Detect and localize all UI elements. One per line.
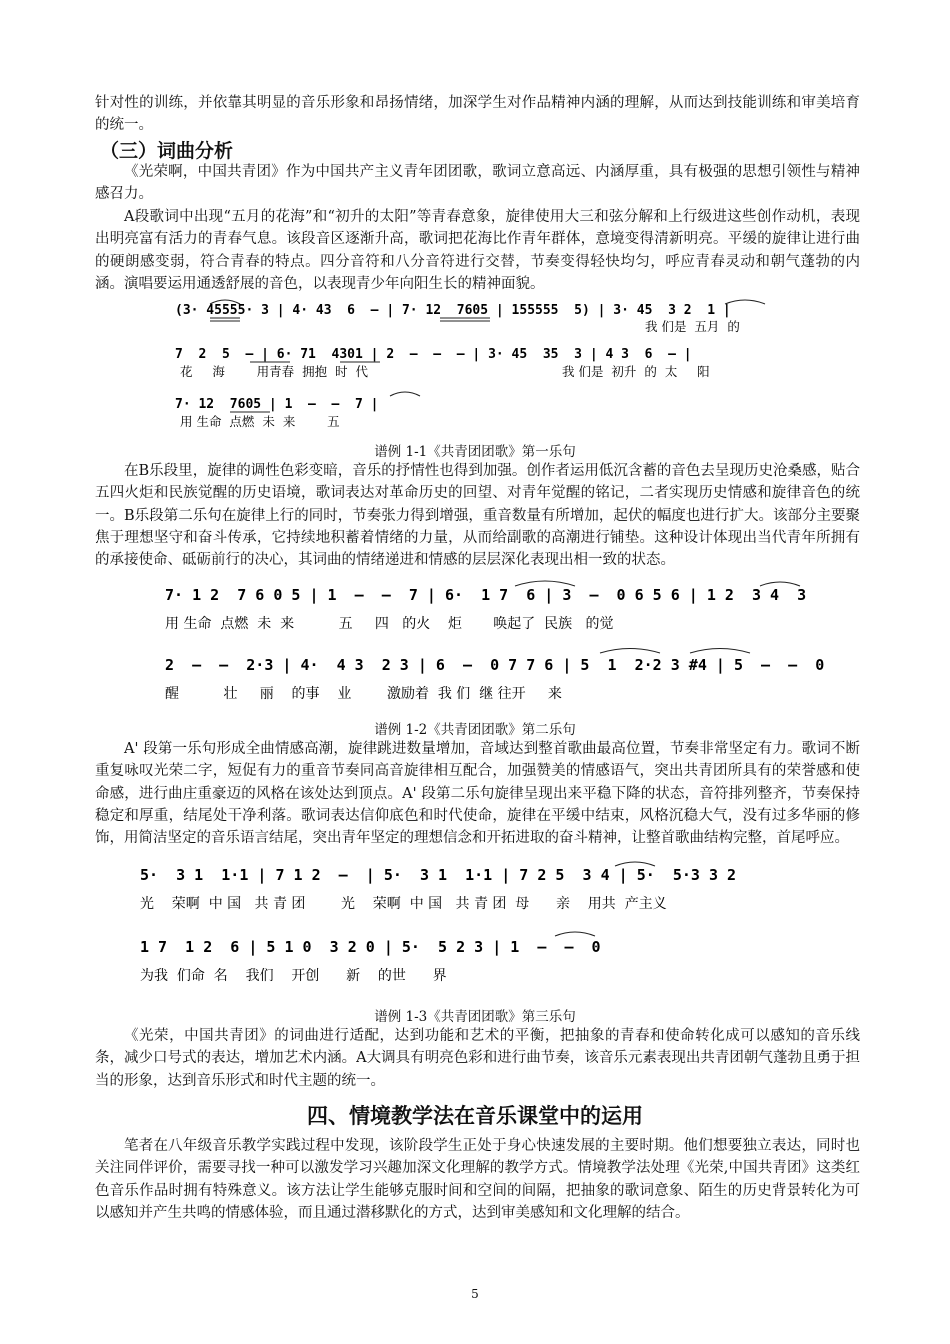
score2-caption: 谱例 1-2《共青团团歌》第二乐句 xyxy=(374,722,576,738)
score3-row1-notes: 5· 3 1 1·1 | 7 1 2 — | 5· 3 1 1·1 | 7 2 5 3 4 | 5· 5·3 3 2 xyxy=(140,866,737,884)
score2-row1-notes: 7· 1 2 7 6 0 5 | 1 — — 7 | 6· 1 7 6 | 3 — 0 6 5 6 | 1 2 3 4 3 xyxy=(165,586,807,604)
score3-row1-lyrics: 光 荣啊 中 国 共 青 团 光 荣啊 中 国 共 青 团 母 亲 用共 产主义 xyxy=(140,896,667,912)
score-example-2 xyxy=(160,578,840,718)
score3-caption: 谱例 1-3《共青团团歌》第三乐句 xyxy=(374,1009,576,1025)
score1-row1-lyrics: 我 们是 五月 的 xyxy=(645,319,740,334)
score1-row3-lyrics: 用 生命 点燃 未 来 五 xyxy=(180,414,340,429)
score2-row2-notes: 2 — — 2·3 | 4· 4 3 2 3 | 6 — 0 7 7 6 | 5 1 2·2 3 #4 | 5 — — 0 xyxy=(165,656,825,674)
score3-row2-notes: 1 7 1 2 6 | 5 1 0 3 2 0 | 5· 5 2 3 | 1 — — 0 xyxy=(140,938,601,956)
score1-row1-notes: (3· 45555· 3 | 4· 43 6 — | 7· 12 7605 | 155555 5) | 3· 45 3 2 1 | xyxy=(175,303,731,318)
paragraph-section-a-prime: A' 段第一乐句形成全曲情感高潮，旋律跳进数量增加，音域达到整首歌曲最高位置，节奏非常坚定有力。歌词不断重复咏叹光荣二字，短促有力的重音节奏同高音旋律相互配合，加强赞美的情感语气，突出共青团所具有的荣誉感和使命感，进行曲庄重豪迈的风格在该处达到顶点。A' 段第二乐句旋律呈现出来平稳下降的状态，音符排列整齐，节奏保持稳定和厚重，结尾处干净利落。歌词表达信仰底色和时代使命，旋律在平缓中结束，风格沉稳大气，没有过多华丽的修饰，用简洁坚定的音乐语言结尾，突出青年坚定的理想信念和开拓进取的奋斗精神，让整首歌曲结构完整，首尾呼应。 xyxy=(95,741,860,847)
paragraph-summary: 《光荣，中国共青团》的词曲进行适配，达到功能和艺术的平衡，把抽象的青春和使命转化成可以感知的音乐线条，减少口号式的表达，增加艺术内涵。A大调具有明亮色彩和进行曲节奏，该音乐元素表现出共青团朝气蓬勃且勇于担当的形象，达到音乐形式和时代主题的统一。 xyxy=(95,1028,860,1089)
paragraph-section-b: 在B乐段里，旋律的调性色彩变暗，音乐的抒情性也得到加强。创作者运用低沉含蓄的音色去呈现历史沧桑感，贴合五四火炬和民族觉醒的历史语境，歌词表达对革命历史的回望、对青年觉醒的铭记，二者实现历史情感和旋律音色的统一。B乐段第二乐句在旋律上行的同时，节奏张力得到增强，重音数量有所增加，起伏的幅度也进行扩大。该部分主要聚焦于理想坚守和奋斗传承，它持续地积蓄着情绪的力量，从而给副歌的高潮进行铺垫。这种设计体现出当代青年所拥有的承接使命、砥砺前行的决心，其词曲的情绪递进和情感的层层深化表现出相一致的状态。 xyxy=(95,463,860,569)
section-heading-situational-teaching: 四、情境教学法在音乐课堂中的运用 xyxy=(307,1104,643,1128)
paragraph-song-overview: 《光荣啊，中国共青团》作为中国共产主义青年团团歌，歌词立意高远、内涵厚重，具有极强的思想引领性与精神感召力。 xyxy=(95,164,860,203)
paragraph-intro-continuation: 针对性的训练，并依靠其明显的音乐形象和昂扬情绪，加深学生对作品精神内涵的理解，从而达到技能训练和审美培育的统一。 xyxy=(95,95,860,134)
section-heading-lyrics-analysis: （三）词曲分析 xyxy=(100,140,234,162)
score1-row2-notes: 7 2 5 — | 6· 71 4301 | 2 — — — | 3· 45 35 3 | 4 3 6 — | xyxy=(175,347,692,362)
score2-row2-lyrics: 醒 壮 丽 的事 业 激励着 我 们 继 往开 来 xyxy=(165,686,562,702)
score1-row2-lyrics-a: 花 海 用青春 拥抱 时 代 xyxy=(180,364,368,379)
page-number: 5 xyxy=(471,1287,479,1301)
score3-row2-lyrics: 为我 们命 名 我们 开创 新 的世 界 xyxy=(140,968,447,984)
score2-row1-lyrics: 用 生命 点燃 未 来 五 四 的火 炬 唤起了 民族 的觉 xyxy=(165,616,614,632)
paragraph-situational-teaching: 笔者在八年级音乐教学实践过程中发现，该阶段学生正处于身心快速发展的主要时期。他们想要独立表达，同时也关注同伴评价，需要寻找一种可以激发学习兴趣加深文化理解的教学方式。情境教学法处理《光荣,中国共青团》这类红色音乐作品时拥有特殊意义。该方法让学生能够克服时间和空间的间隔，把抽象的歌词意象、陌生的历史背景转化为可以感知并产生共鸣的情感体验，而且通过潜移默化的方式，达到审美感知和文化理解的结合。 xyxy=(95,1138,860,1221)
score-example-3 xyxy=(135,860,835,1000)
paragraph-section-a: A段歌词中出现“五月的花海”和“初升的太阳”等青春意象，旋律使用大三和弦分解和上行级进这些创作动机，表现出明亮富有活力的青春气息。该段音区逐渐升高，歌词把花海比作青年群体，意境变得清新明亮。平缓的旋律让进行曲的硬朗感变弱，符合青春的特点。四分音符和八分音符进行交替，节奏变得轻快均匀，呼应青春灵动和朝气蓬勃的内涵。演唱要运用通透舒展的音色，以表现青少年向阳生长的精神面貌。 xyxy=(95,209,860,292)
score1-row3-notes: 7· 12 7605 | 1 — — 7 | xyxy=(175,397,379,412)
score1-row2-lyrics-b: 我 们是 初升 的 太 阳 xyxy=(562,364,710,379)
score-example-1 xyxy=(170,296,830,436)
score1-caption: 谱例 1-1《共青团团歌》第一乐句 xyxy=(374,444,576,460)
